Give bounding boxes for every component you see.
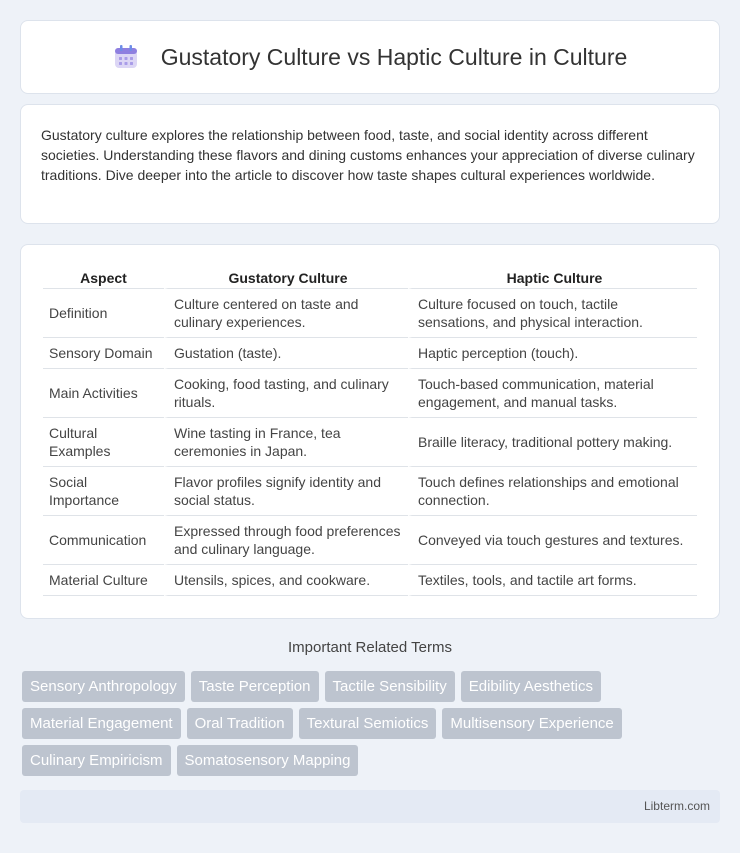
row-aspect: Material Culture: [43, 565, 164, 596]
row-haptic: Culture focused on touch, tactile sensations, and physical interaction.: [408, 289, 697, 338]
related-term-tag[interactable]: Material Engagement: [22, 708, 181, 739]
row-aspect: Definition: [43, 289, 164, 338]
footer-brand-link[interactable]: Libterm.com: [643, 799, 710, 813]
related-term-tag[interactable]: Culinary Empiricism: [22, 745, 171, 776]
row-haptic: Conveyed via touch gestures and textures.: [408, 516, 697, 565]
row-aspect: Main Activities: [43, 369, 164, 418]
related-terms-list: [22, 671, 722, 782]
related-term-tag[interactable]: Taste Perception: [191, 671, 319, 702]
row-gustatory: Culture centered on taste and culinary experiences.: [164, 289, 408, 338]
related-term-tag[interactable]: Sensory Anthropology: [22, 671, 185, 702]
row-gustatory: Expressed through food preferences and culinary language.: [164, 516, 408, 565]
related-term-tag[interactable]: Oral Tradition: [187, 708, 293, 739]
row-aspect: Sensory Domain: [43, 338, 164, 369]
row-aspect: Cultural Examples: [43, 418, 164, 467]
row-aspect: Communication: [43, 516, 164, 565]
related-term-tag[interactable]: Somatosensory Mapping: [177, 745, 359, 776]
table-row: [43, 516, 697, 565]
related-term-tag[interactable]: Multisensory Experience: [442, 708, 621, 739]
column-header-aspect: Aspect: [43, 265, 164, 289]
table-row: [43, 289, 697, 338]
row-haptic: Touch-based communication, material engagement, and manual tasks.: [408, 369, 697, 418]
intro-text: Gustatory culture explores the relationship between food, taste, and social identity across different societies. Understanding these flavors and dining customs enhances your appreciation of diverse culinary traditions. Dive deeper into the article to discover how taste shapes cultural experiences worldwide.: [41, 127, 695, 183]
row-haptic: Touch defines relationships and emotional connection.: [408, 467, 697, 516]
column-header-gustatory: Gustatory Culture: [164, 265, 408, 289]
intro-card: [20, 104, 720, 224]
calendar-icon: [113, 44, 139, 70]
row-haptic: Haptic perception (touch).: [408, 338, 697, 369]
table-row: [43, 418, 697, 467]
row-haptic: Braille literacy, traditional pottery making.: [408, 418, 697, 467]
footer: [20, 790, 720, 823]
row-gustatory: Wine tasting in France, tea ceremonies in Japan.: [164, 418, 408, 467]
related-term-tag[interactable]: Textural Semiotics: [299, 708, 437, 739]
table-row: [43, 338, 697, 369]
header-card: [20, 20, 720, 94]
comparison-table: [43, 265, 697, 596]
page-title: Gustatory Culture vs Haptic Culture in Culture: [160, 43, 628, 70]
row-gustatory: Utensils, spices, and cookware.: [164, 565, 408, 596]
comparison-table-card: [20, 244, 720, 619]
table-header-row: [43, 265, 697, 289]
row-gustatory: Cooking, food tasting, and culinary rituals.: [164, 369, 408, 418]
related-terms-title: Important Related Terms: [288, 639, 452, 656]
table-row: [43, 467, 697, 516]
table-row: [43, 565, 697, 596]
related-term-tag[interactable]: Tactile Sensibility: [325, 671, 455, 702]
table-row: [43, 369, 697, 418]
row-aspect: Social Importance: [43, 467, 164, 516]
related-term-tag[interactable]: Edibility Aesthetics: [461, 671, 601, 702]
column-header-haptic: Haptic Culture: [408, 265, 697, 289]
row-gustatory: Flavor profiles signify identity and social status.: [164, 467, 408, 516]
row-gustatory: Gustation (taste).: [164, 338, 408, 369]
row-haptic: Textiles, tools, and tactile art forms.: [408, 565, 697, 596]
